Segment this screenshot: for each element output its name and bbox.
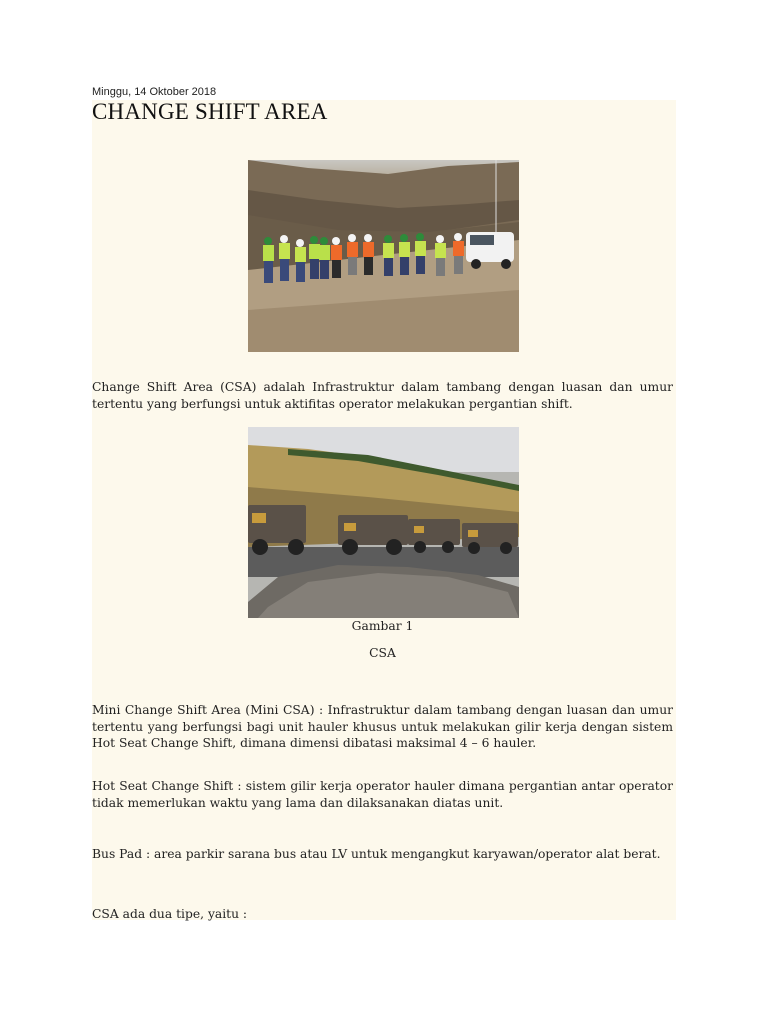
page-title: CHANGE SHIFT AREA <box>92 99 328 124</box>
paragraph-types: CSA ada dua tipe, yaitu : <box>92 907 248 921</box>
paragraph-hot-seat: Hot Seat Change Shift : sistem gilir kerja operator hauler dimana pergantian antar operator tidak memerlukan waktu yang lama dan dilaksanakan diatas unit. <box>92 779 673 810</box>
figure-caption: Gambar 1 <box>351 619 414 633</box>
haul-trucks-photo <box>248 427 519 618</box>
paragraph-bus-pad: Bus Pad : area parkir sarana bus atau LV untuk mengangkut karyawan/operator alat berat. <box>92 847 661 861</box>
post-date: Minggu, 14 Oktober 2018 <box>92 86 217 98</box>
paragraph-csa: Change Shift Area (CSA) adalah Infrastruktur dalam tambang dengan luasan dan umur tertentu yang berfungsi untuk aktifitas operator melakukan pergantian shift. <box>92 380 673 411</box>
workers-photo <box>248 160 519 352</box>
figure-caption-label: CSA <box>369 646 396 660</box>
paragraph-mini-csa: Mini Change Shift Area (Mini CSA) : Infrastruktur dalam tambang dengan luasan dan umur tertentu yang berfungsi bagi unit hauler khusus untuk melakukan gilir kerja dengan sistem Hot Seat Change Shift, dimana dimensi dibatasi maksimal 4 – 6 hauler. <box>92 703 673 750</box>
